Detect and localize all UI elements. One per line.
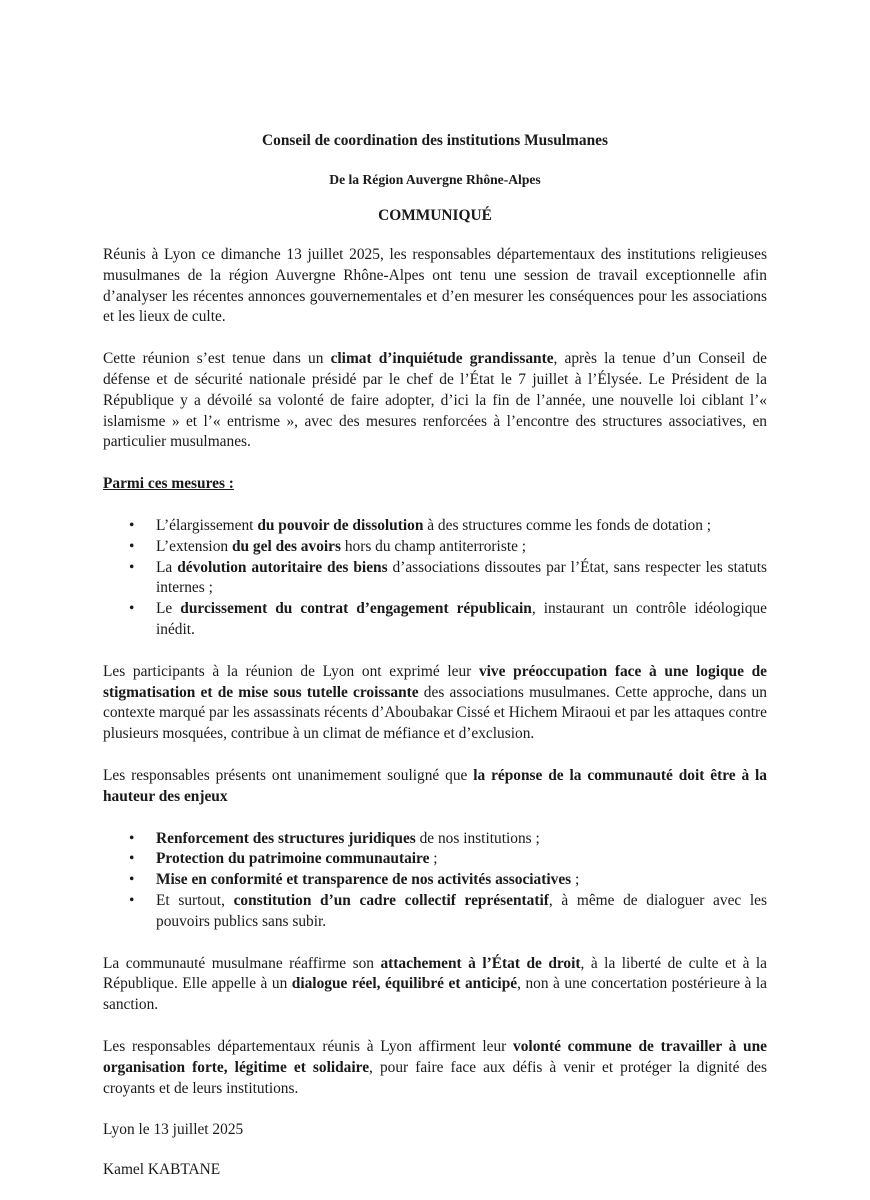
list-item-text: La xyxy=(156,558,178,576)
paragraph-context xyxy=(103,349,767,453)
list-item-emphasis: Mise en conformité et transparence de nos activités associatives xyxy=(156,871,572,889)
measures-list xyxy=(103,516,767,641)
signatory-name: Kamel KABTANE xyxy=(103,1161,221,1179)
paragraph-conclusion-text-2: , pour faire face aux défis à venir et protéger la dignité des croyants et de leurs institutions. xyxy=(103,1058,767,1097)
paragraph-concern-text-2: des associations musulmanes. Cette approche, dans un contexte marqué par les assassinats récents d’Aboubakar Cissé et Hichem Miraoui et par les attaques contre plusieurs mosquées, contribue à un climat de méfiance et d’exclusion. xyxy=(103,683,768,743)
list-item-emphasis: du gel des avoirs xyxy=(231,537,341,555)
list-item-emphasis: durcissement du contrat d’engagement républicain xyxy=(180,600,532,618)
list-item-text: à des structures comme les fonds de dotation ; xyxy=(423,516,712,534)
bullet-icon: • xyxy=(129,891,135,909)
bullet-icon: • xyxy=(129,558,135,576)
bullet-icon: • xyxy=(129,516,135,534)
list-item-text: Le xyxy=(156,600,181,618)
bullet-icon: • xyxy=(129,850,135,868)
bullet-icon: • xyxy=(129,600,135,618)
paragraph-response-text: Les responsables présents ont unanimement souligné que xyxy=(103,766,474,784)
bullet-icon: • xyxy=(129,871,135,889)
region-name: De la Région Auvergne Rhône-Alpes xyxy=(329,172,541,187)
paragraph-conclusion-emphasis: volonté commune de travailler à une organisation forte, légitime et solidaire xyxy=(103,1037,767,1076)
paragraph-commitment xyxy=(103,954,767,1016)
list-item-text: ; xyxy=(571,871,580,889)
list-item-emphasis: du pouvoir de dissolution xyxy=(257,516,424,534)
list-item-text: de nos institutions ; xyxy=(415,829,540,847)
list-item-emphasis: constitution d’un cadre collectif représentatif xyxy=(233,891,549,909)
list-item-text: , à même de dialoguer avec les pouvoirs publics sans subir. xyxy=(156,891,767,930)
paragraph-commitment-emphasis-2: dialogue réel, équilibré et anticipé xyxy=(291,975,518,993)
list-item xyxy=(103,891,767,933)
bullet-icon: • xyxy=(129,537,135,555)
list-item-emphasis: Renforcement des structures juridiques xyxy=(156,829,416,847)
list-item-text: L’élargissement xyxy=(156,516,258,534)
paragraph-context-text-1: Cette réunion s’est tenue dans un xyxy=(103,350,331,368)
list-item-text: d’associations dissoutes par l’État, sans respecter les statuts internes ; xyxy=(156,558,767,597)
paragraph-commitment-text-2: , à la liberté de culte et à la République. Elle appelle à un xyxy=(103,954,768,993)
paragraph-context-text-2: , après la tenue d’un Conseil de défense et de sécurité nationale présidé par le chef de l’État le 7 juillet à l’Élysée. Le Président de la République y a dévoilé sa volonté de faire adopter, d’ici la fin de l’année, une nouvelle loi ciblant l’« islamisme » et l’« entrisme », avec des mesures renforcées à l’encontre des structures associatives, en particulier musulmanes. xyxy=(103,350,767,451)
paragraph-concern xyxy=(103,662,767,745)
list-item-text: hors du champ antiterroriste ; xyxy=(340,537,527,555)
paragraph-response-emphasis: la réponse de la communauté doit être à la hauteur des enjeux xyxy=(103,766,767,805)
list-item xyxy=(103,849,767,870)
list-item xyxy=(103,599,767,641)
list-item xyxy=(103,870,767,891)
measures-heading: Parmi ces mesures : xyxy=(103,475,234,493)
list-item xyxy=(103,516,767,537)
paragraph-concern-text-1: Les participants à la réunion de Lyon ont exprimé leur xyxy=(103,662,479,680)
paragraph-context-emphasis: climat d’inquiétude grandissante xyxy=(330,350,554,368)
list-item xyxy=(103,558,767,600)
paragraph-concern-emphasis: vive préoccupation face à une logique de stigmatisation et de mise sous tutelle croissante xyxy=(103,662,767,701)
paragraph-commitment-text-1: La communauté musulmane réaffirme son xyxy=(103,954,381,972)
paragraph-commitment-text-3: , non à une concertation postérieure à la sanction. xyxy=(103,975,767,1014)
place-and-date: Lyon le 13 juillet 2025 xyxy=(103,1121,244,1139)
paragraph-intro: Réunis à Lyon ce dimanche 13 juillet 2025, les responsables départementaux des institutions religieuses musulmanes de la région Auvergne Rhône-Alpes ont tenu une session de travail exceptionnelle afin d’analyser les récentes annonces gouvernementales et d’en mesurer les conséquences pour les associations et les lieux de culte. xyxy=(103,246,767,326)
paragraph-response xyxy=(103,766,767,808)
bullet-icon: • xyxy=(129,829,135,847)
list-item-text: , instaurant un contrôle idéologique inédit. xyxy=(156,600,767,638)
list-item-text: Et surtout, xyxy=(156,891,234,909)
organization-name: Conseil de coordination des institutions Musulmanes xyxy=(262,132,608,149)
document-title: COMMUNIQUÉ xyxy=(378,207,492,224)
paragraph-commitment-emphasis-1: attachement à l’État de droit xyxy=(380,954,581,972)
document-body xyxy=(103,245,767,1181)
list-item-emphasis: Protection du patrimoine communautaire xyxy=(156,850,430,868)
list-item xyxy=(103,829,767,850)
paragraph-conclusion-text-1: Les responsables départementaux réunis à Lyon affirment leur xyxy=(103,1037,514,1055)
responses-list xyxy=(103,829,767,933)
list-item xyxy=(103,537,767,558)
paragraph-conclusion xyxy=(103,1037,767,1099)
list-item-text: ; xyxy=(429,850,438,868)
list-item-text: L’extension xyxy=(156,537,232,555)
list-item-emphasis: dévolution autoritaire des biens xyxy=(177,558,388,576)
